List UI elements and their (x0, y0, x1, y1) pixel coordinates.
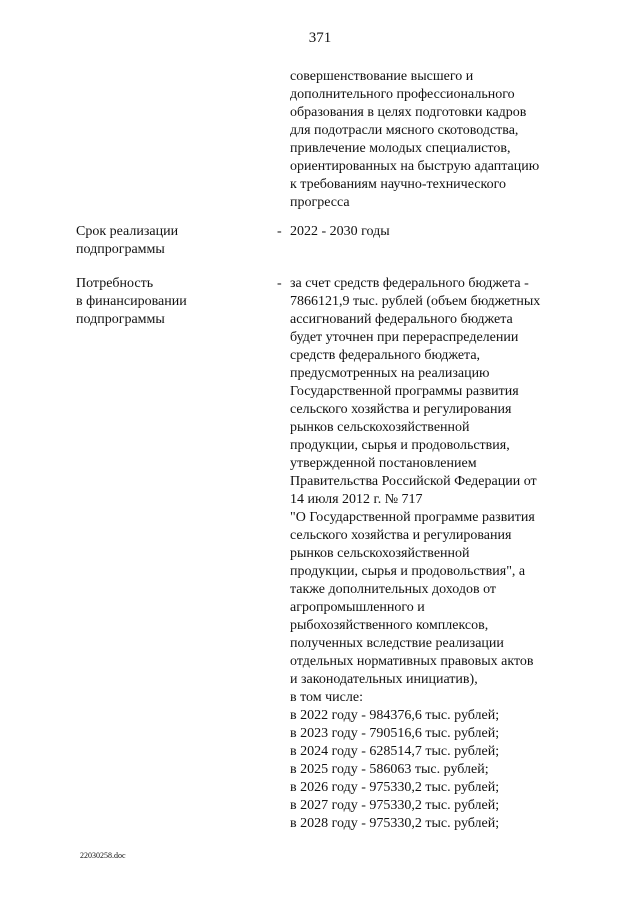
text-line: привлечение молодых специалистов, (290, 141, 511, 156)
text-line: в 2028 году - 975330,2 тыс. рублей; (290, 816, 500, 831)
text-line: средств федерального бюджета, (290, 348, 481, 363)
text-line: продукции, сырья и продовольствия, (290, 438, 510, 453)
label-line: Потребность (76, 276, 154, 291)
text-line: продукции, сырья и продовольствия", а (290, 564, 526, 579)
text-line: также дополнительных доходов от (290, 582, 497, 597)
text-line: агропромышленного и (290, 600, 425, 615)
text-line: отдельных нормативных правовых актов (290, 654, 534, 669)
text-line: в 2026 году - 975330,2 тыс. рублей; (290, 780, 500, 795)
financing-label (76, 275, 266, 329)
label-line: подпрограммы (76, 242, 165, 257)
dash: - (277, 224, 282, 239)
text-line: и законодательных инициатив), (290, 672, 478, 687)
text-line: рынков сельскохозяйственной (290, 546, 470, 561)
text-line: за счет средств федерального бюджета - (290, 276, 529, 291)
text-line: предусмотренных на реализацию (290, 366, 490, 381)
intro-text (290, 68, 580, 212)
text-line: утвержденной постановлением (290, 456, 477, 471)
page-number: 371 (308, 30, 332, 46)
text-line: "О Государственной программе развития (290, 510, 535, 525)
text-line: образования в целях подготовки кадров (290, 105, 527, 120)
text-line: рынков сельскохозяйственной (290, 420, 470, 435)
text-line: для подотрасли мясного скотоводства, (290, 123, 519, 138)
text-line: в 2024 году - 628514,7 тыс. рублей; (290, 744, 500, 759)
term-value (290, 223, 580, 241)
term-label (76, 223, 266, 259)
text-line: в 2023 году - 790516,6 тыс. рублей; (290, 726, 500, 741)
text-line: в 2025 году - 586063 тыс. рублей; (290, 762, 489, 777)
text-line: ориентированных на быструю адаптацию (290, 159, 540, 174)
text-line: сельского хозяйства и регулирования (290, 528, 512, 543)
text-line: в 2022 году - 984376,6 тыс. рублей; (290, 708, 500, 723)
text-line: к требованиям научно-технического (290, 177, 506, 192)
text-line: полученных вследствие реализации (290, 636, 504, 651)
text-line: Государственной программы развития (290, 384, 519, 399)
text-line: рыбохозяйственного комплексов, (290, 618, 489, 633)
file-name-footer: 22030258.doc (80, 851, 126, 860)
text-line: дополнительного профессионального (290, 87, 515, 102)
label-line: в финансировании (76, 294, 187, 309)
label-line: подпрограммы (76, 312, 165, 327)
text-line: 7866121,9 тыс. рублей (объем бюджетных (290, 294, 541, 309)
financing-value (290, 275, 580, 833)
text-line: в том числе: (290, 690, 363, 705)
text-line: 14 июля 2012 г. № 717 (290, 492, 423, 507)
dash: - (277, 276, 282, 291)
text-line: Правительства Российской Федерации от (290, 474, 537, 489)
text-line: будет уточнен при перераспределении (290, 330, 519, 345)
text-line: сельского хозяйства и регулирования (290, 402, 512, 417)
text-line: совершенствование высшего и (290, 69, 474, 84)
text-line: в 2027 году - 975330,2 тыс. рублей; (290, 798, 500, 813)
text-line: прогресса (290, 195, 350, 210)
text-line: 2022 - 2030 годы (290, 224, 390, 239)
text-line: ассигнований федерального бюджета (290, 312, 513, 327)
label-line: Срок реализации (76, 224, 179, 239)
